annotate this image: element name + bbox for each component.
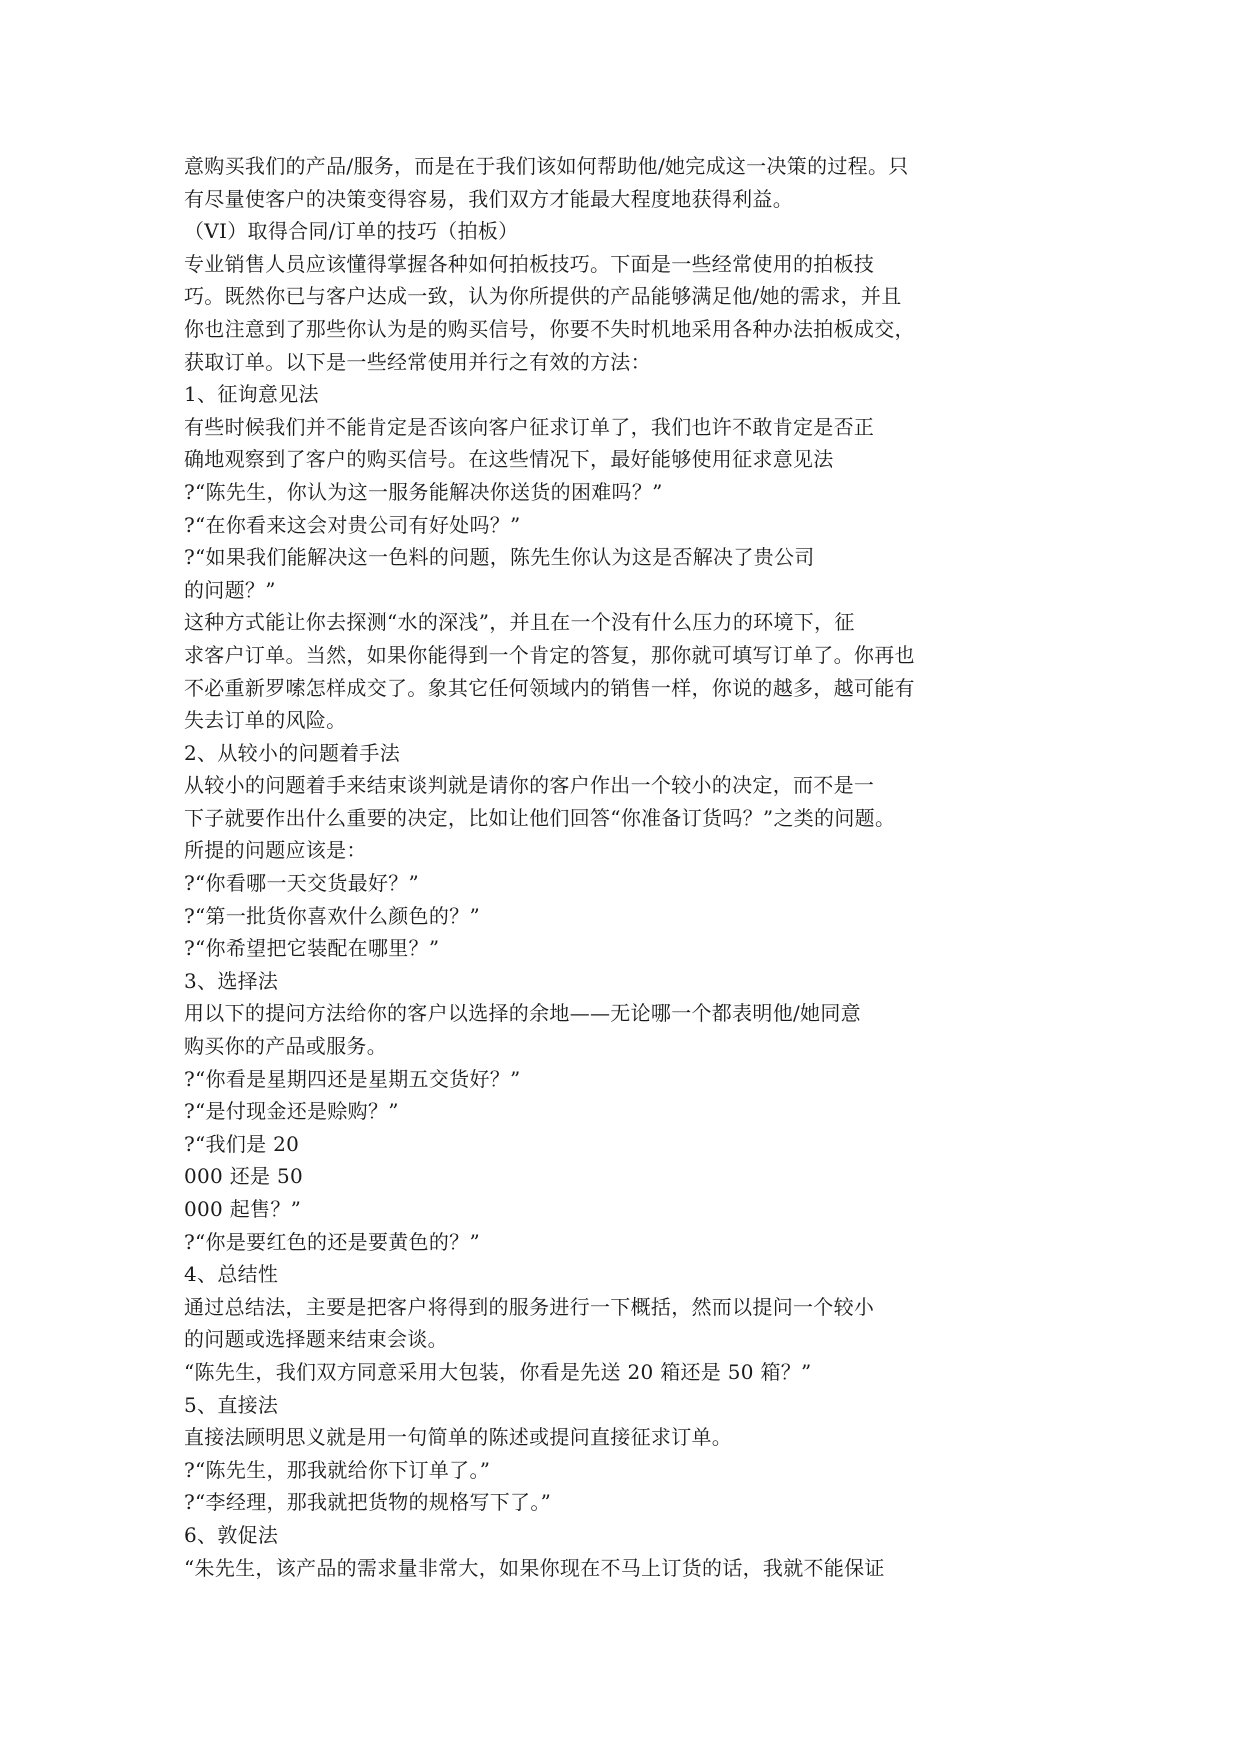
text-line: ?“陈先生，你认为这一服务能解决你送货的困难吗？” — [184, 479, 663, 504]
text-line: 求客户订单。当然，如果你能得到一个肯定的答复，那你就可填写订单了。你再也 — [184, 642, 915, 667]
text-line: ?“是付现金还是赊购？” — [184, 1099, 399, 1124]
text-line: 用以下的提问方法给你的客户以选择的余地——无论哪一个都表明他/她同意 — [184, 1001, 861, 1026]
text-line: 购买你的产品或服务。 — [184, 1034, 387, 1059]
text-line: 巧。既然你已与客户达成一致，认为你所提供的产品能够满足他/她的需求，并且 — [184, 284, 902, 309]
text-line: 下子就要作出什么重要的决定，比如让他们回答“你准备订货吗？”之类的问题。 — [184, 805, 896, 830]
text-line: 4、总结性 — [184, 1262, 279, 1287]
text-line: “朱先生，该产品的需求量非常大，如果你现在不马上订货的话，我就不能保证 — [184, 1555, 885, 1580]
text-line: 意购买我们的产品/服务，而是在于我们该如何帮助他/她完成这一决策的过程。只 — [184, 154, 909, 178]
text-line: 专业销售人员应该懂得掌握各种如何拍板技巧。下面是一些经常使用的拍板技 — [184, 251, 875, 276]
text-line: ?“你看哪一天交货最好？” — [184, 871, 420, 896]
text-line: 直接法顾明思义就是用一句简单的陈述或提问直接征求订单。 — [184, 1425, 733, 1450]
text-line: 从较小的问题着手来结束谈判就是请你的客户作出一个较小的决定，而不是一 — [184, 773, 875, 798]
text-line: ?“如果我们能解决这一色料的问题，陈先生你认为这是否解决了贵公司 — [184, 545, 815, 570]
text-line: 所提的问题应该是： — [184, 838, 367, 863]
text-line: 2、从较小的问题着手法 — [184, 740, 401, 765]
text-line: 确地观察到了客户的购买信号。在这些情况下，最好能够使用征求意见法 — [184, 447, 834, 472]
text-line: 有些时候我们并不能肯定是否该向客户征求订单了，我们也许不敢肯定是否正 — [184, 414, 875, 439]
text-line: 有尽量使客户的决策变得容易，我们双方才能最大程度地获得利益。 — [184, 186, 793, 211]
text-line: ?“你是要红色的还是要黄色的？” — [184, 1229, 480, 1254]
text-line: ?“在你看来这会对贵公司有好处吗？” — [184, 512, 521, 537]
text-line: 的问题？” — [184, 577, 276, 602]
text-line: 失去订单的风险。 — [184, 708, 347, 733]
text-line: 获取订单。以下是一些经常使用并行之有效的方法： — [184, 349, 651, 374]
text-line: （VI）取得合同/订单的技巧（拍板） — [184, 219, 519, 244]
text-line: 000 还是 50 — [184, 1164, 304, 1189]
text-line: 5、直接法 — [184, 1392, 279, 1417]
text-line: ?“第一批货你喜欢什么颜色的？” — [184, 903, 480, 928]
text-line: ?“李经理，那我就把货物的规格写下了。” — [184, 1490, 552, 1515]
text-line: 你也注意到了那些你认为是的购买信号，你要不失时机地采用各种办法拍板成交， — [184, 316, 915, 341]
text-line: 6、敦促法 — [184, 1522, 279, 1547]
text-line: 不必重新罗嗦怎样成交了。象其它任何领域内的销售一样，你说的越多，越可能有 — [184, 675, 915, 700]
text-line: ?“你希望把它装配在哪里？” — [184, 936, 440, 961]
text-line: ?“陈先生，那我就给你下订单了。” — [184, 1457, 491, 1482]
text-line: ?“我们是 20 — [184, 1131, 300, 1156]
text-line: 3、选择法 — [184, 968, 279, 993]
text-line: 通过总结法，主要是把客户将得到的服务进行一下概括，然而以提问一个较小 — [184, 1294, 875, 1319]
text-line: 这种方式能让你去探测“水的深浅”，并且在一个没有什么压力的环境下，征 — [184, 610, 855, 635]
text-line: 000 起售？” — [184, 1197, 302, 1221]
document-body — [184, 150, 984, 1584]
text-line: 的问题或选择题来结束会谈。 — [184, 1327, 448, 1352]
text-line: 1、征询意见法 — [184, 382, 319, 407]
text-line: “陈先生，我们双方同意采用大包装，你看是先送 20 箱还是 50 箱？” — [184, 1359, 812, 1384]
text-line: ?“你看是星期四还是星期五交货好？” — [184, 1066, 521, 1091]
